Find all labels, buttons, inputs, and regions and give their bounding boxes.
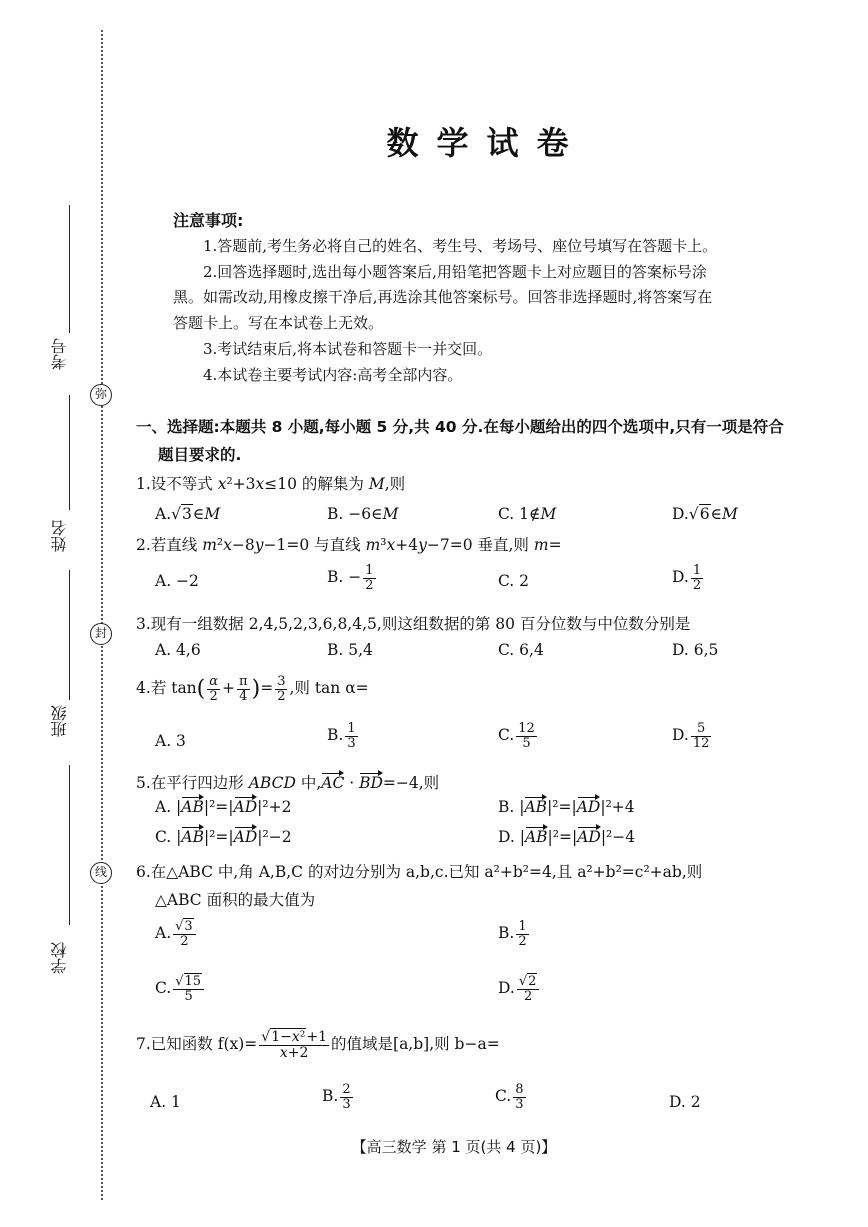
name-label: 姓名 bbox=[50, 520, 69, 552]
notice-line: 答题卡上。写在本试卷上无效。 bbox=[173, 314, 384, 332]
page-title: 数学试卷 bbox=[386, 124, 587, 162]
seal-mi: 弥 bbox=[90, 384, 112, 406]
q3-option-b: B. 5,4 bbox=[327, 641, 373, 659]
q6-option-a: A. $\frac{√3}{2}$ bbox=[155, 920, 198, 948]
notice-line: 3.考试结束后,将本试卷和答题卡一并交回。 bbox=[203, 340, 493, 358]
q3-option-a: A. 4,6 bbox=[155, 641, 201, 659]
q5-option-a: A. |AB|²=|AD|²+2 bbox=[155, 798, 292, 816]
exam-number-blank bbox=[69, 205, 70, 333]
question-6-cont: △ABC 面积的最大值为 bbox=[155, 891, 316, 909]
q5-option-c: C. |AB|²=|AD|²−2 bbox=[155, 828, 292, 846]
question-6: 6.在△ABC 中,角 A,B,C 的对边分别为 a,b,c.已知 a²+b²=4,且 a²+b²=c²+ab,则 bbox=[136, 863, 703, 881]
q2-option-a: A. −2 bbox=[155, 572, 199, 590]
q1-option-b: B. −6∈M bbox=[327, 505, 399, 523]
question-5: 5.在平行四边形 ABCD 中,AC · BD=−4,则 bbox=[136, 774, 440, 792]
notice-line: 黑。如需改动,用橡皮擦干净后,再选涂其他答案标号。回答非选择题时,将答案写在 bbox=[173, 288, 713, 306]
q7-option-c: C. $\frac{8}{3}$ bbox=[495, 1082, 524, 1112]
class-blank bbox=[69, 570, 70, 700]
notice-line: 1.答题前,考生务必将自己的姓名、考生号、考场号、座位号填写在答题卡上。 bbox=[203, 237, 718, 255]
q1-option-d: D.√6∈M bbox=[672, 505, 738, 523]
name-blank bbox=[69, 395, 70, 510]
q3-option-d: D. 6,5 bbox=[672, 641, 719, 659]
seal-xian: 线 bbox=[90, 862, 112, 884]
question-2: 2.若直线 m²x−8y−1=0 与直线 m³x+4y−7=0 垂直,则 m= bbox=[136, 536, 562, 554]
q7-option-d: D. 2 bbox=[669, 1093, 701, 1111]
section-heading: 一、选择题:本题共 8 小题,每小题 5 分,共 40 分.在每小题给出的四个选项中,只有一项是符合 bbox=[136, 418, 784, 436]
binding-dotted-line bbox=[101, 30, 103, 1200]
seal-feng: 封 bbox=[90, 623, 112, 645]
q7-option-b: B. $\frac{2}{3}$ bbox=[322, 1082, 351, 1112]
question-4: 4.若 tan( $\frac{\alpha}{2}$ + $\frac{\pi}{4}$ )= $\frac{3}{2}$ ,则 tan α= bbox=[136, 674, 369, 704]
q7-option-a: A. 1 bbox=[150, 1093, 181, 1111]
q4-option-c: C. $\frac{12}{5}$ bbox=[498, 721, 535, 751]
question-1: 1.设不等式 x²+3x≤10 的解集为 M,则 bbox=[136, 475, 406, 493]
q3-option-c: C. 6,4 bbox=[498, 641, 544, 659]
notice-line: 2.回答选择题时,选出每小题答案后,用铅笔把答题卡上对应题目的答案标号涂 bbox=[203, 263, 707, 281]
question-3: 3.现有一组数据 2,4,5,2,3,6,8,4,5,则这组数据的第 80 百分位数与中位数分别是 bbox=[136, 615, 691, 633]
q1-option-c: C. 1∉M bbox=[498, 505, 557, 523]
question-7: 7.已知函数 f(x)= $\frac{\text{√1−x²+1}}{x+2}$ 的值域是[a,b],则 b−a= bbox=[136, 1029, 500, 1061]
q4-option-b: B. $\frac{1}{3}$ bbox=[327, 721, 356, 751]
school-label: 学校 bbox=[50, 942, 69, 974]
q4-option-a: A. 3 bbox=[155, 732, 186, 750]
section-heading-cont: 题目要求的. bbox=[158, 446, 242, 464]
exam-number-label: 考号 bbox=[50, 338, 69, 370]
q1-option-a: A.√3∈M bbox=[155, 505, 221, 523]
q6-option-d: D. $\frac{√2}{2}$ bbox=[498, 975, 541, 1003]
q5-option-d: D. |AB|²=|AD|²−4 bbox=[498, 828, 636, 846]
q2-option-b: B. − $\frac{1}{2}$ bbox=[327, 563, 374, 593]
notice-heading: 注意事项: bbox=[173, 211, 244, 230]
page-footer: 【高三数学 第 1 页(共 4 页)】 bbox=[351, 1138, 557, 1156]
q2-option-c: C. 2 bbox=[498, 572, 530, 590]
class-label: 班级 bbox=[50, 705, 69, 737]
notice-line: 4.本试卷主要考试内容:高考全部内容。 bbox=[203, 366, 463, 384]
q2-option-d: D. $\frac{1}{2}$ bbox=[672, 563, 702, 593]
q5-option-b: B. |AB|²=|AD|²+4 bbox=[498, 798, 635, 816]
school-blank bbox=[69, 765, 70, 925]
q4-option-d: D. $\frac{5}{12}$ bbox=[672, 721, 710, 751]
q6-option-b: B. $\frac{1}{2}$ bbox=[498, 919, 527, 949]
q6-option-c: C. $\frac{√15}{5}$ bbox=[155, 975, 206, 1003]
